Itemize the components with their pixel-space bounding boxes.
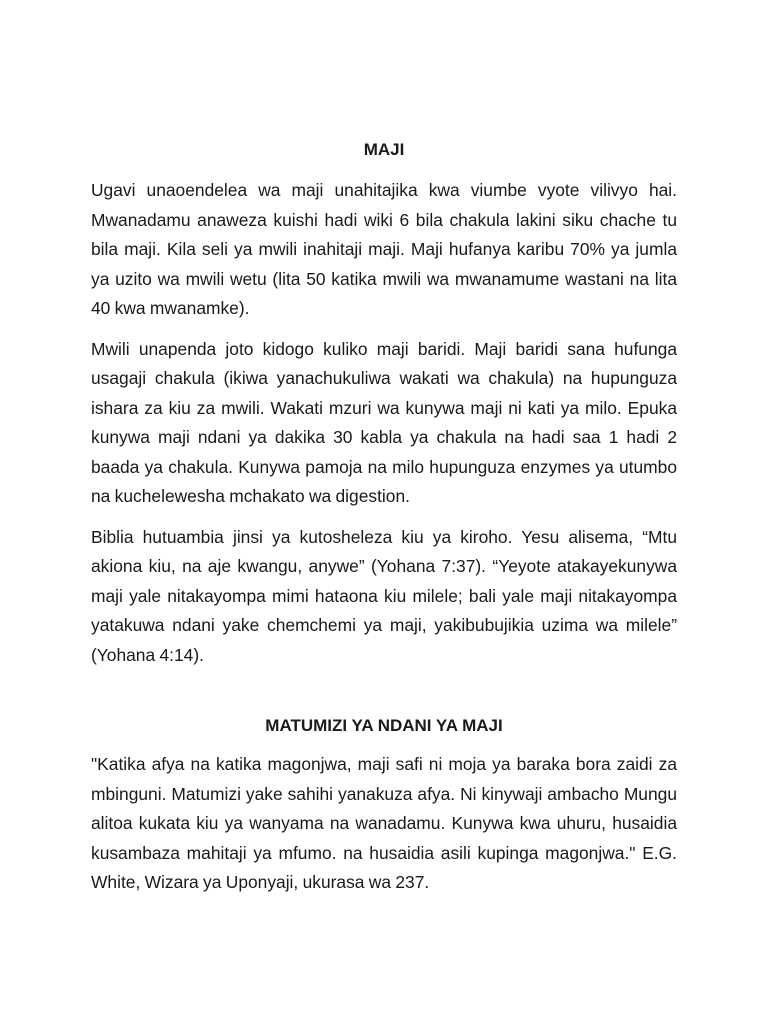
document-body <box>91 138 677 909</box>
paragraph-water-supply: Ugavi unaoendelea wa maji unahitajika kwa viumbe vyote vilivyo hai. Mwanadamu anaweza kuishi hadi wiki 6 bila chakula lakini siku chache tu bila maji. Kila seli ya mwili inahitaji maji. Maji hufanya karibu 70% ya jumla ya uzito wa mwili wetu (lita 50 katika mwili wa mwanamume wastani na lita 40 kwa mwanamke). <box>91 180 677 318</box>
section-heading-maji: MAJI <box>363 140 405 159</box>
section-heading-internal-use: MATUMIZI YA NDANI YA MAJI <box>265 716 503 735</box>
paragraph-body-temperature: Mwili unapenda joto kidogo kuliko maji baridi. Maji baridi sana hufunga usagaji chakula (ikiwa yanachukuliwa wakati wa chakula) na hupunguza ishara za kiu za mwili. Wakati mzuri wa kunywa maji ni kati ya milo. Epuka kunywa maji ndani ya dakika 30 kabla ya chakula na hadi saa 1 hadi 2 baada ya chakula. Kunywa pamoja na milo hupunguza enzymes ya utumbo na kuchelewesha mchakato wa digestion. <box>91 338 677 506</box>
paragraph-white-quote: "Katika afya na katika magonjwa, maji safi ni moja ya baraka bora zaidi za mbinguni. Matumizi yake sahihi yanakuza afya. Ni kinywaji ambacho Mungu alitoa kukata kiu ya wanyama na wanadamu. Kunywa kwa uhuru, husaidia kusambaza mahitaji ya mfumo. na husaidia asili kupinga magonjwa." E.G. White, Wizara ya Uponyaji, ukurasa wa 237. <box>91 754 677 892</box>
paragraph-spiritual-thirst: Biblia hutuambia jinsi ya kutosheleza kiu ya kiroho. Yesu alisema, “Mtu akiona kiu, na aje kwangu, anywe” (Yohana 7:37). “Yeyote atakayekunywa maji yale nitakayompa mimi hataona kiu milele; bali yale maji nitakayompa yatakuwa ndani yake chemchemi ya maji, yakibubujikia uzima wa milele” (Yohana 4:14). <box>91 526 677 665</box>
